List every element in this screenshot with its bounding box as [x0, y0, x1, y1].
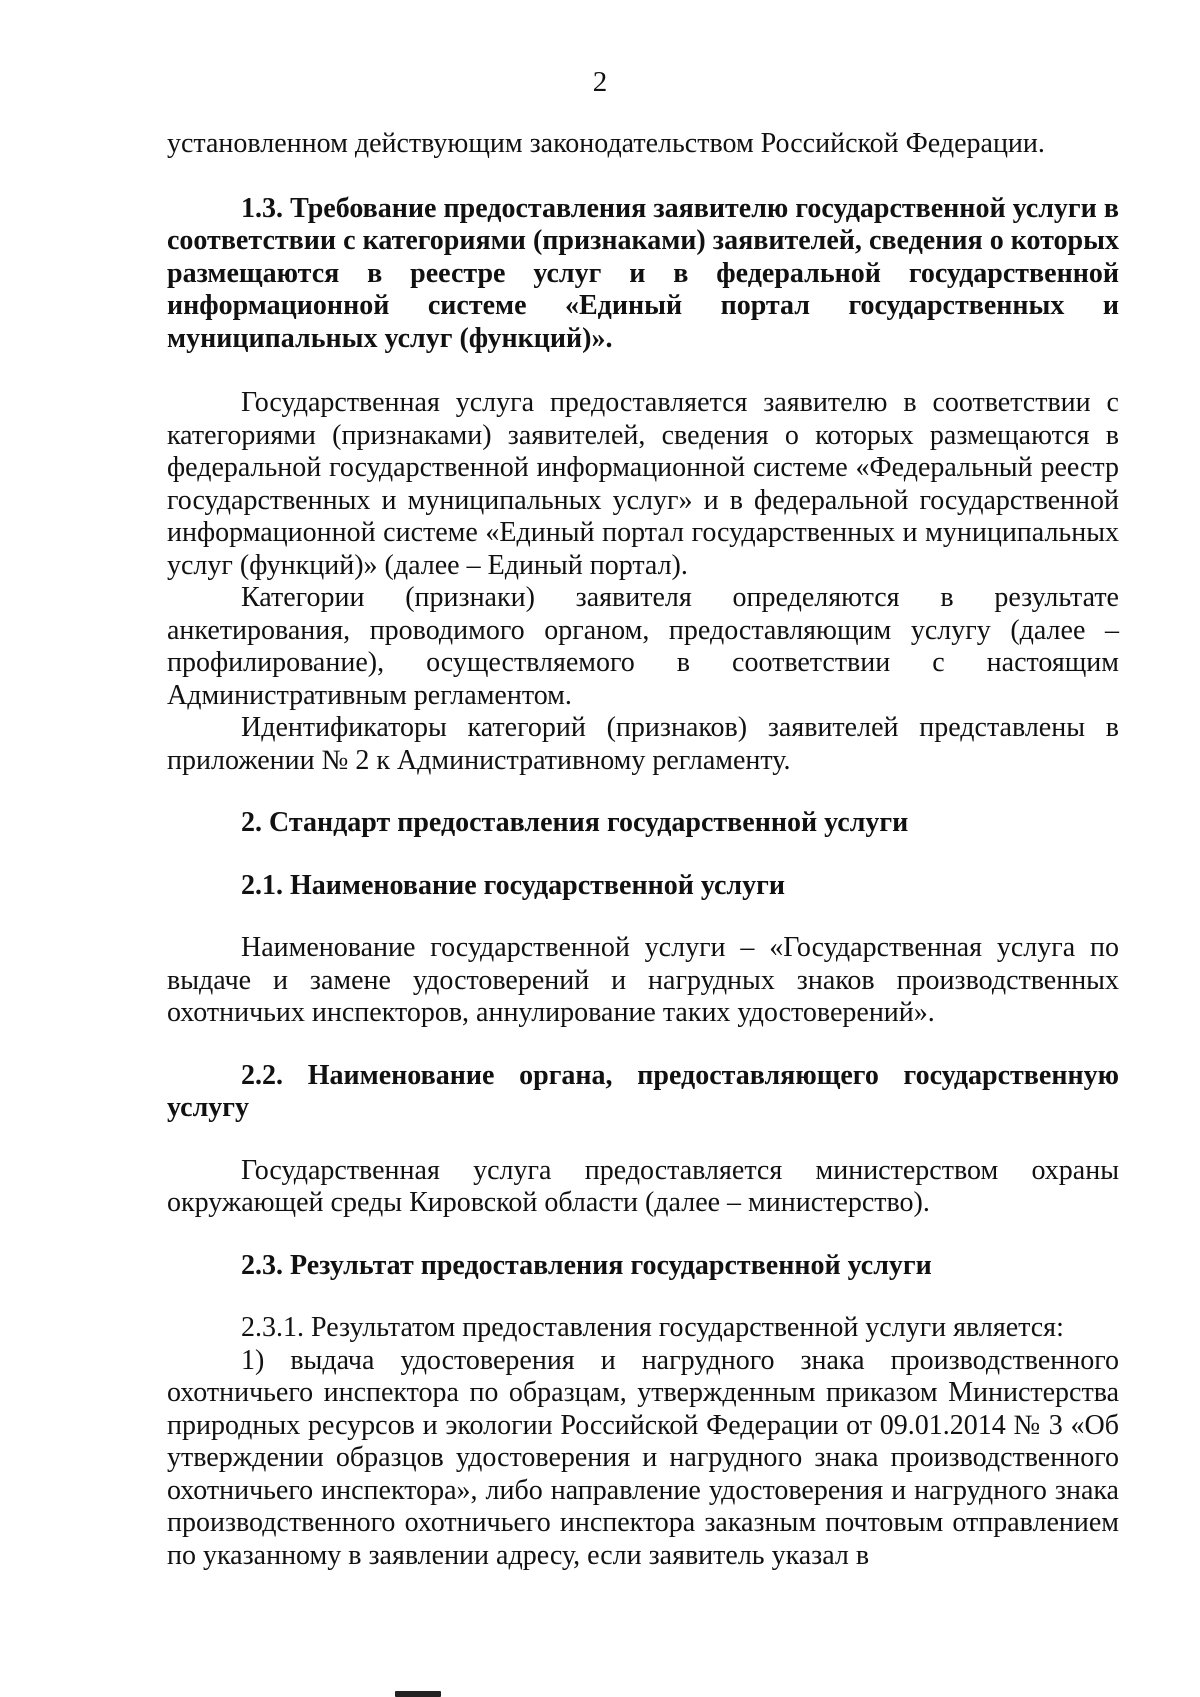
paragraph-result-item-1: 1) выдача удостоверения и нагрудного знака производственного охотничьего инспектора по образцам, утвержденным приказом Министерства природных ресурсов и экологии Российской Федерации от 09.01.2014 № 3 «Об утверждении образцов удостоверения и нагрудного знака производственного охотничьего инспектора», либо направление удостоверения и нагрудного знака производственного охотничьего инспектора заказным почтовым отправлением по указанному в заявлении адресу, если заявитель указал в	[167, 1344, 1119, 1571]
section-heading-2-3: 2.3. Результат предоставления государственной услуги	[241, 1249, 932, 1281]
paragraph-category-identifiers: Идентификаторы категорий (признаков) заявителей представлены в приложении № 2 к Административному регламенту.	[167, 712, 1119, 776]
section-heading-2-1: 2.1. Наименование государственной услуги	[241, 869, 785, 901]
spacer	[167, 1125, 1119, 1155]
spacer	[167, 1282, 1119, 1312]
paragraph-result-intro: 2.3.1. Результатом предоставления государственной услуги является:	[241, 1312, 1064, 1343]
cropped-text-fragment	[395, 1684, 525, 1697]
paragraph-service-name: Наименование государственной услуги – «Государственная услуга по выдаче и замене удостоверений и нагрудных знаков производственных охотничьих инспекторов, аннулирование таких удостоверений».	[167, 932, 1119, 1028]
page-number: 2	[592, 66, 608, 98]
spacer	[167, 161, 1119, 193]
section-heading-2: 2. Стандарт предоставления государственной услуги	[241, 807, 909, 838]
spacer	[167, 1220, 1119, 1250]
spacer	[167, 1030, 1119, 1060]
section-heading-2-2: 2.2. Наименование органа, предоставляющего государственную услугу	[167, 1059, 1119, 1123]
paragraph-providing-body: Государственная услуга предоставляется министерством охраны окружающей среды Кировской области (далее – министерство).	[167, 1154, 1119, 1218]
paragraph-applicant-categories: Категории (признаки) заявителя определяются в результате анкетирования, проводимого органом, предоставляющим услугу (далее – профилирование), осуществляемого в соответствии с настоящим Административным регламентом.	[167, 582, 1119, 711]
paragraph-service-provision: Государственная услуга предоставляется заявителю в соответствии с категориями (признаками) заявителей, сведения о которых размещаются в федеральной государственной информационной системе «Федеральный реестр государственных и муниципальных услуг» и в федеральной государственной информационной системе «Единый портал государственных и муниципальных услуг (функций)» (далее – Единый портал).	[167, 387, 1119, 581]
spacer	[167, 355, 1119, 387]
paragraph-continuation: установленном действующим законодательством Российской Федерации.	[167, 128, 1045, 159]
document-body	[167, 128, 1119, 1572]
spacer	[167, 840, 1119, 870]
section-heading-1-3: 1.3. Требование предоставления заявителю государственной услуги в соответствии с категориями (признаками) заявителей, сведения о которых размещаются в реестре услуг и в федеральной государственной информационной системе «Единый портал государственных и муниципальных услуг (функций)».	[167, 192, 1119, 354]
spacer	[167, 902, 1119, 932]
spacer	[167, 777, 1119, 807]
